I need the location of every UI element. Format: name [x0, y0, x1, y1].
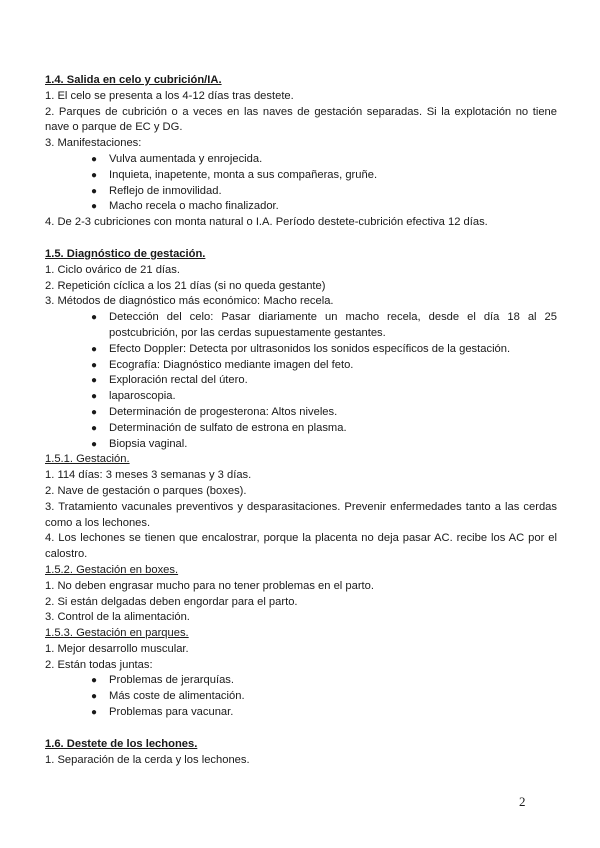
bullet-icon: ● [91, 359, 98, 371]
bullet-item: ● Más coste de alimentación. [91, 689, 557, 705]
bullet-item: ● Problemas para vacunar. [91, 705, 557, 721]
list-item: 2. Si están delgadas deben engordar para el parto. [45, 595, 298, 608]
bullet-item: ● Reflejo de inmovilidad. [91, 184, 557, 200]
bullet-item: ● Exploración rectal del útero. [91, 373, 557, 389]
bullet-icon: ● [91, 391, 98, 403]
list-item: 1. No deben engrasar mucho para no tener problemas en el parto. [45, 579, 374, 592]
bullet-item: ● Vulva aumentada y enrojecida. [91, 152, 557, 168]
bullet-item: ● Biopsia vaginal. [91, 437, 557, 453]
bullet-list [45, 673, 557, 720]
page-number: 2 [519, 794, 526, 809]
bullet-icon: ● [91, 312, 98, 324]
bullet-icon: ● [91, 185, 98, 197]
list-item: 1. 114 días: 3 meses 3 semanas y 3 días. [45, 469, 252, 482]
bullet-icon: ● [91, 675, 98, 687]
list-item: 1. El celo se presenta a los 4-12 días tras destete. [45, 89, 294, 102]
bullet-icon: ● [91, 153, 98, 165]
bullet-icon: ● [91, 691, 98, 703]
list-item: 3. Manifestaciones: [45, 137, 142, 150]
bullet-icon: ● [91, 201, 98, 213]
bullet-list [45, 152, 557, 215]
bullet-icon: ● [91, 422, 98, 434]
bullet-item: ● Macho recela o macho finalizador. [91, 199, 557, 215]
list-item: 2. Repetición cíclica a los 21 días (si no queda gestante) [45, 279, 326, 292]
bullet-item: ● Problemas de jerarquías. [91, 673, 557, 689]
subheading-1-5-3: 1.5.3. Gestación en parques. [45, 627, 189, 640]
list-item: 3. Control de la alimentación. [45, 611, 190, 624]
bullet-item: ● Ecografía: Diagnóstico mediante imagen del feto. [91, 358, 557, 374]
bullet-icon: ● [91, 438, 98, 450]
subheading-1-5-2: 1.5.2. Gestación en boxes. [45, 563, 179, 576]
bullet-icon: ● [91, 375, 98, 387]
bullet-item: ● Inquieta, inapetente, monta a sus compañeras, gruñe. [91, 168, 557, 184]
heading-1-5: 1.5. Diagnóstico de gestación. [45, 247, 206, 260]
bullet-list [45, 310, 557, 452]
list-item: 2. Están todas juntas: [45, 658, 153, 671]
subheading-1-5-1: 1.5.1. Gestación. [45, 453, 130, 466]
list-item: 2. Parques de cubrición o a veces en las naves de gestación separadas. Si la explotación no tiene nave o parque de EC y DG. [45, 105, 557, 134]
list-item: 2. Nave de gestación o parques (boxes). [45, 484, 247, 497]
heading-1-6: 1.6. Destete de los lechones. [45, 737, 198, 750]
list-item: 4. Los lechones se tienen que encalostrar, porque la placenta no deja pasar AC. recibe los AC por el calostro. [45, 532, 557, 561]
bullet-item: ● Efecto Doppler: Detecta por ultrasonidos los sonidos específicos de la gestación. [91, 342, 557, 358]
bullet-icon: ● [91, 707, 98, 719]
bullet-icon: ● [91, 169, 98, 181]
list-item: 3. Tratamiento vacunales preventivos y desparasitaciones. Prevenir enfermedades tanto a las cerdas como a los lechones. [45, 500, 557, 529]
list-item: 4. De 2-3 cubriciones con monta natural o I.A. Período destete-cubrición efectiva 12 días. [45, 216, 488, 229]
bullet-item: ● Detección del celo: Pasar diariamente un macho recela, desde el día 18 al 25 postcubrición, por las cerdas supuestamente gestantes. [91, 311, 557, 339]
list-item: 1. Ciclo ovárico de 21 días. [45, 263, 180, 276]
list-item: 3. Métodos de diagnóstico más económico: Macho recela. [45, 295, 334, 308]
bullet-icon: ● [91, 406, 98, 418]
document-body [45, 73, 557, 768]
bullet-item: ● Determinación de progesterona: Altos niveles. [91, 405, 557, 421]
list-item: 1. Separación de la cerda y los lechones. [45, 753, 250, 766]
heading-1-4: 1.4. Salida en celo y cubrición/IA. [45, 74, 222, 86]
bullet-item: ● Determinación de sulfato de estrona en plasma. [91, 421, 557, 437]
list-item: 1. Mejor desarrollo muscular. [45, 642, 189, 655]
bullet-icon: ● [91, 343, 98, 355]
bullet-item: ● laparoscopia. [91, 389, 557, 405]
